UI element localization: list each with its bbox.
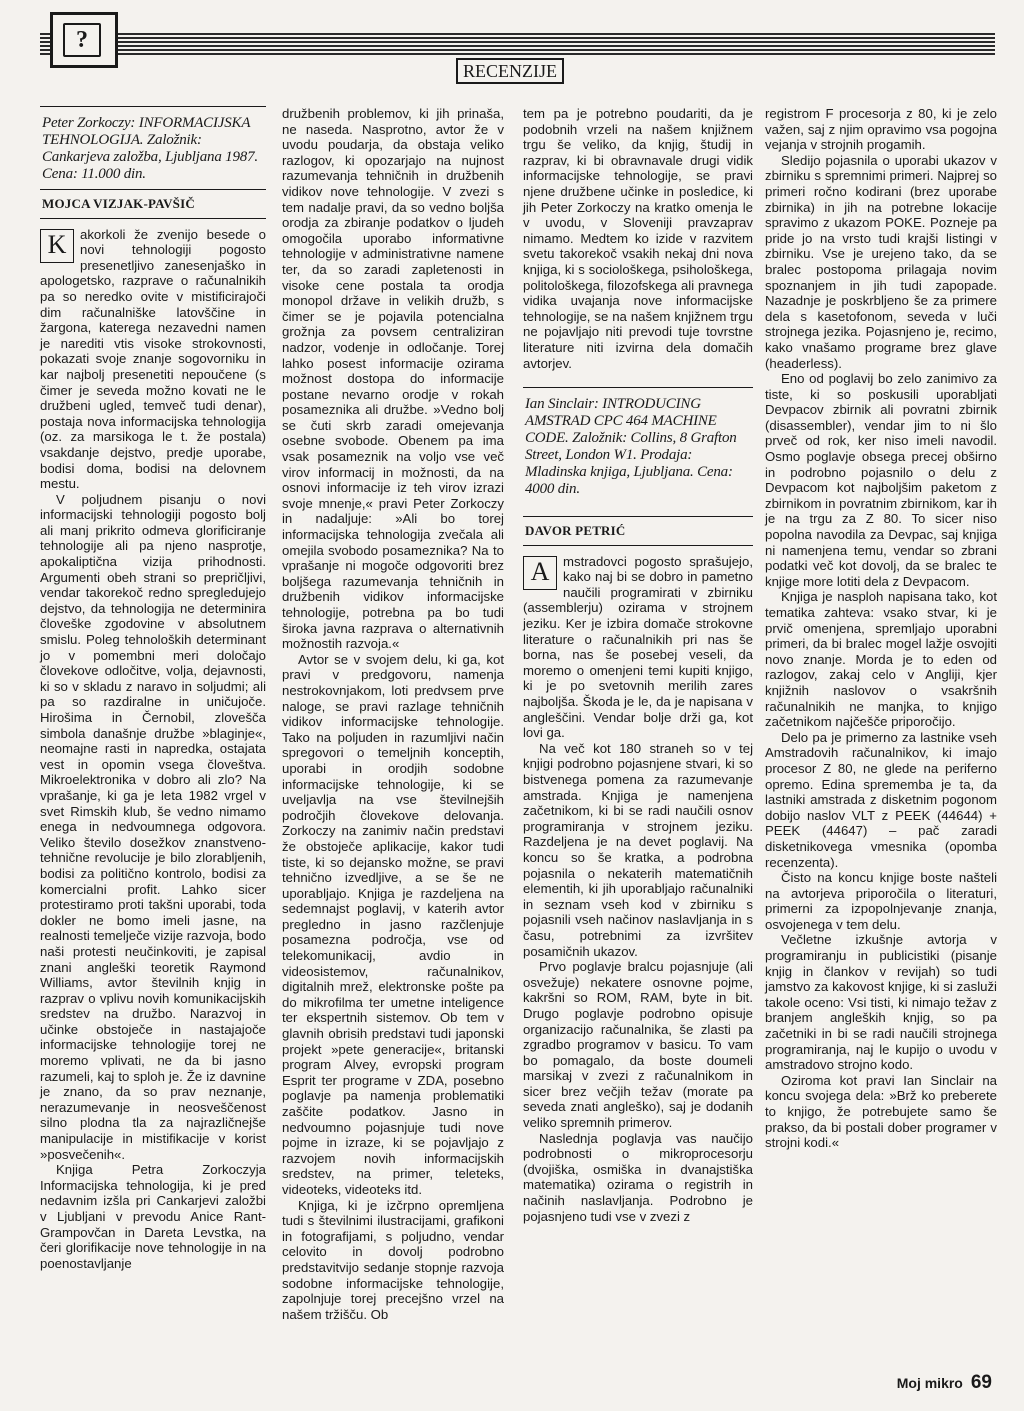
review1-paragraph-6: Knjiga, ki je izčrpno opremljena tudi s številnimi ilustracijami, grafikoni in fotografijami, s poljudno, vendar celovito in dovolj podrobno predstavitvijo sedanje stopnje razvoja sodobne informacijske tehnologije, zapolnjuje torej precejšno vrzel na našem tržišču. Ob — [282, 1197, 504, 1322]
review2-paragraph-4: Naslednja poglavja vas naučijo podrobnosti o mikroprocesorju (dvojiška, osmiška in dvanajstiška matematika) ozirama o registrih in načinih naslavljanja. Podrobno je pojasnjeno tudi vse v zvezi z — [523, 1130, 753, 1224]
review2-book-info: Ian Sinclair: INTRODUCING AMSTRAD CPC 464 MACHINE CODE. Založnik: Collins, 8 Grafton Street, London W1. Prodaja: Mladinska knjiga, Ljubljana. Cena: 4000 din. — [523, 387, 753, 502]
review2-paragraph-1: mstradovci pogosto sprašujejo, kako naj bi se dobro in pametno naučili programirati v zbirniku (assemblerju) ozirama v strojnem jeziku. Ker je izbira domače strokovne literature o računalnikih pri nas še borna, nas še posebej veseli, da moremo o omenjeni temi kupiti knjigo, ki je po svetovnih merilih zares najboljša. Škoda je le, da je napisana v angleščini. Vendar bolje drži ga, kot lovi ga. — [523, 553, 753, 741]
review2-author: DAVOR PETRIĆ — [523, 516, 753, 546]
review1-paragraph-5: Avtor se v svojem delu, ki ga, kot pravi v predgovoru, namenja nestrokovnjakom, loti predvsem prve naloge, se pravi razlage tehničnih vidikov informacijske tehnologije. Tako na poljuden in razumljivi način spregovori o temeljnih konceptih, uporabi in orodjih sodobne informacijske tehnologije, ki se uveljavlja na vse številnejših področjih človekove delovanja. Zorkoczy na zanimiv način predstavi že obstoječe aplikacije, kakor tudi tiste, ki so dejansko možne, se pravi tehnično izvedljive, a se še ne uporabljajo. Knjiga je razdeljena na sedemnajst poglavij, v katerih avtor pregledno in jasno razčlenjuje posamezna področja, vse od telekomunikacij, avdio in videosistemov, računalnikov, digitalnih mrež, elektronske pošte pa do mikrofilma ter umetne inteligence ter ekspertnih sistemov. Ob tem v glavnih obrisih predstavi tudi japonski projekt »pete generacije«, britanski program Alvey, evropski program Esprit ter programe v ZDA, posebno poglavje pa namenja problematiki zaščite podatkov. Jasno in nedvoumno pojasnjuje tudi nove pojme in izraze, ki se pojavljajo z razvojem novih informacijskih sredstev, na primer, teleteks, videoteks, videoteks itd. — [282, 651, 504, 1197]
page-number: 69 — [970, 1372, 992, 1393]
review2-paragraph-3: Prvo poglavje bralcu pojasnjuje (ali osvežuje) nekatere osnovne pojme, kakršni so ROM, RAM, byte in bit. Drugo poglavje podrobno opisuje organizacijo računalnika, še zlasti pa zgradbo programov v basicu. To vam bo pomagalo, da boste doumeli marsikaj v zvezi z računalnikom in sicer brez večjih težav (morate pa seveda znati angleško), saj je dodanih veliko spremnih primerov. — [523, 959, 753, 1131]
review1-author: MOJCA VIZJAK-PAVŠIČ — [40, 189, 266, 219]
review2-paragraph-5: registrom F procesorja z 80, ki je zelo važen, saj z njim opravimo vsa pogojna vejanja v strojnih progamih. — [765, 106, 997, 153]
review2-paragraph-8: Knjiga je nasploh napisana tako, kot tematika zahteva: vsako stvar, ki je prvič omenjena, spremljajo uporabni primeri, da bi bralec mogel lažje osvojiti novo znanje. Morda je to eden od razlogov, zakaj celo v Angliji, kjer knjižnih naslovov o vsakršnih računalnikih ne manjka, to knjigo začetnikom najčešče priporočijo. — [765, 589, 997, 730]
review1-paragraph-2: V poljudnem pisanju o novi informacijski tehnologiji pogosto bolj ali manj prikrito odmeva glorificiranje tehnologije ali pa njeno nasprotje, apokaliptična vizija prihodnosti. Argumenti obeh strani so prepričljivi, vendar takorekoč redno spregledujejo dejstvo, da tehnologija ne determinira človeške zgodovine v absolutnem smislu. Poleg tehnoloških determinant jo v pomembni meri določajo človekove odločitve, volja, dejavnosti, ki so v skladu z naravo in soljudmi; ali pa so razdiralne in uničujoče. Hirošima in Černobil, zlovešča simbola današnje družbe »blaginje«, neomajne rasti in napredka, ostajata vest in opomin vsega človeštva. Mikroelektronika v dobro ali zlo? Na vprašanje, ki ga je leta 1982 vrgel v svet Rimskih klub, še vedno nimamo enega in nedvoumnega odgovora. Veliko število dosežkov znanstveno-tehnične revolucije je bilo zlorabljenih, bodisi za politično kontrolo, bodisi za komercialni profit. Lahko sicer protestiramo proti takšni uporabi, toda dokler ne bomo imeli jasne, na realnosti temelječe vizije razvoja, bodo naši protesti neučinkoviti, je zapisal znani angleški teoretik Raymond Williams, avtor številnih knjig in razprav o vplivu novih komunikacijskih sredstev na družbo. Narazvoj in učinke obstoječe in nastajajoče informacijske tehnologije torej ne moremo vplivati, ne da bi jasno razumeli, kaj to sploh je. Že iz davnine je znano, da so prav neznanje, nerazumevanje in neosveščenost silno plodna tla za najrazličnejše manipulacije in mistifikacije v korist »posvečenih«. — [40, 491, 266, 1162]
review1-book-info: Peter Zorkoczy: INFORMACIJSKA TEHNOLOGIJA. Založnik: Cankarjeva založba, Ljubljana 1987. Cena: 11.000 din. — [40, 106, 266, 187]
review1-paragraph-4: družbenih problemov, ki jih prinaša, ne naseda. Nasprotno, avtor že v uvodu poudarja, da obstaja veliko razlogov, ki opozarjajo na nujnost razumevanja tehničnih in družbenih vidikov nove tehnologije. V zvezi s tem nadalje pravi, da so vedno boljša orodja za zbiranje podatkov o ljudeh omogočila uporabo informativne tehnologije v administrativne namene ter, da so zaradi zapletenosti in visoke cene postala ta orodja monopol države in velikih družb, s čimer se je pojavila potencialna grožnja za povsem centraliziran nadzor, vodenje in odločanje. Torej lahko posest informacije ozirama možnost dostopa do informacije postane nevarno orodje v rokah posameznika ali družbe. »Vedno bolj se čuti skrb zaradi omejevanja osebne svobode. Obenem pa ima vsak posameznik na voljo vse več virov informacij in možnosti, da na osnovi informacije iz teh virov izrazi svoje mnenje,« pravi Peter Zorkoczy in nadaljuje: »Ali bo torej informacijska tehnologija zvečala ali omejila svobodo posameznika? Na to vprašanje ni mogoče odgovoriti brez boljšega razumevanja tehničnih in družbenih vidikov informacijske tehnologije, potrebna pa bo tudi široka javna razprava o alternativnih možnostih razvoja.« — [282, 106, 504, 652]
review2-paragraph-11: Večletne izkušnje avtorja v programiranju in publicistiki (pisanje knjig in člankov v revijah) so tudi jamstvo za kakovost knjige, ki si zasluži takole oceno: Vsi tisti, ki nimajo težav z branjem angleških knjig, so pa začetniki in bi se radi naučili strojnega programiranja, naj le kupijo o uvodu v amstradovo strojno kodo. — [765, 932, 997, 1073]
section-logo — [50, 12, 118, 68]
column-2 — [282, 106, 504, 1322]
column-3 — [523, 106, 753, 1224]
column-4 — [765, 106, 997, 1151]
page-footer — [897, 1372, 992, 1394]
review1-paragraph-1: akorkoli že zvenijo besede o novi tehnologiji pogosto presenetljivo zanesenjaško in apologetsko, razprave o računalnikih pa so neredko ovite v mistificirajoči dim računalniške latovščine in žargona, katerega nezavedni namen je narediti vtis visoke strokovnosti, pokazati svoje znanje sogovorniku in kar najbolj presenetiti nepoučene (s čimer je seveda možno kovati ne le družbeni ugled, temveč tudi denar), postaja nova informacijska tehnologija (oz. za marsikoga le t. že postala) vsakdanje dejstvo, predje uporabe, bodisi doma, bodisi na delovnem mestu. — [40, 226, 266, 492]
magazine-name: Moj mikro — [896, 1375, 963, 1391]
review1-dropcap: K — [40, 229, 74, 263]
review1-paragraph-7: tem pa je potrebno poudariti, da je podobnih vrzeli na našem knjižnem trgu še veliko, da knjig, študij in razprav, ki bi obravnavale drugi vidik informacijske tehnologije, se pravi njene družbene učinke in posledice, ki jih Peter Zorkoczy na kratko omenja le v uvodu, v Sloveniji pravzaprav nimamo. Medtem ko izide v razvitem svetu takorekoč vsakih nekaj dni nova knjiga, ki s sociološkega, psihološkega, politološkega, filozofskega ali pravnega vidika uvajanja nove informacijske tehnologije, se na našem knjižnem trgu ne pojavljajo niti prevodi tuje tovrstne literature niti izvirna dela domačih avtorjev. — [523, 106, 753, 371]
header-bar — [40, 33, 995, 55]
review2-paragraph-9: Delo pa je primerno za lastnike vseh Amstradovih računalnikov, ki imajo procesor Z 80, ne glede na periferno opremo. Edina sprememba je ta, da lastniki amstrada z disketnim pogonom dobijo naslov VLT z PEEK (44644) + PEEK (44647) – pač zaradi disketnikovega vmesnika (opomba recenzenta). — [765, 729, 997, 870]
review2-paragraph-7: Eno od poglavij bo zelo zanimivo za tiste, ki so poskusili uporabljati Devpacov zbirnik ali povratni zbirnik (disassembler), vendar jim to ni šlo prveč od rok, ker niso imeli navodil. Osmo poglavje obsega precej obširno in podrobno pojasnilo o delu z Devpacom kot najboljšim paketom z zbirnikom in povratnim zbirnikom, kar ih je na trgu za Z 80. To sicer niso popolna navodila za Devpac, saj knjiga ni namenjena temu, vendar so zbrani podatki več kot dovolj, da se bralec te knjige more lotiti dela z Devpacom. — [765, 371, 997, 589]
review2-paragraph-12: Oziroma kot pravi Ian Sinclair na koncu svojega dela: »Brž ko preberete to knjigo, že potrebujete samo še prakso, da bi postali dober programer v strojni kodi.« — [765, 1072, 997, 1151]
review2-dropcap: A — [523, 556, 557, 590]
review2-paragraph-6: Sledijo pojasnila o uporabi ukazov v zbirniku s spremnimi primeri. Najprej so primeri ročno kodirani (brez uporabe zbirnika) in jih na potrebne lokacije spravimo z ukazom POKE. Pozneje pa pride jo na vrsto tudi krajši listingi v zbirniku. Vse je urejeno tako, da se bralec postopoma prilagaja novim spoznanjem in jih tudi zapopade. Nazadnje je poskrbljeno še za primere dela s kasetofonom, seveda v luči strojnega jezika. Pojasnjeno je, recimo, kako vnašamo programe brez glave (headerless). — [765, 152, 997, 371]
review2-paragraph-10: Čisto na koncu knjige boste našteli na avtorjeva priporočila o literaturi, primerni za izpopolnjevanje znanja, osvojenega v tem delu. — [765, 870, 997, 932]
section-title: RECENZIJE — [456, 58, 564, 84]
review1-paragraph-3: Knjiga Petra Zorkoczyja Informacijska tehnologija, ki je pred nedavnim izšla pri Cankarjevi založbi v Ljubljani v prevodu Anice Rant-Grampovčan in Dareta Levstka, na čeri glorifikacije nove tehnologije in na poenostavljanje — [40, 1162, 266, 1271]
review2-paragraph-2: Na več kot 180 straneh so v tej knjigi podrobno pojasnjene stvari, ki so bistvenega pomena za razumevanje amstrada. Knjiga je namenjena začetnikom, ki bi se radi naučili osnov programiranja v strojnem jeziku. Razdeljena je na devet poglavij. Na koncu so še kratka, a podrobna pojasnila o nekaterih matematičnih elementih, ki jih uporabljajo računalniki in seznam vseh kod v zbirniku s pojasnili vseh načinov naslavljanja in s času, potrebnimi za izvršitev posamičnih ukazov. — [523, 740, 753, 959]
column-1 — [40, 106, 266, 1271]
question-book-icon: ? — [63, 23, 101, 57]
